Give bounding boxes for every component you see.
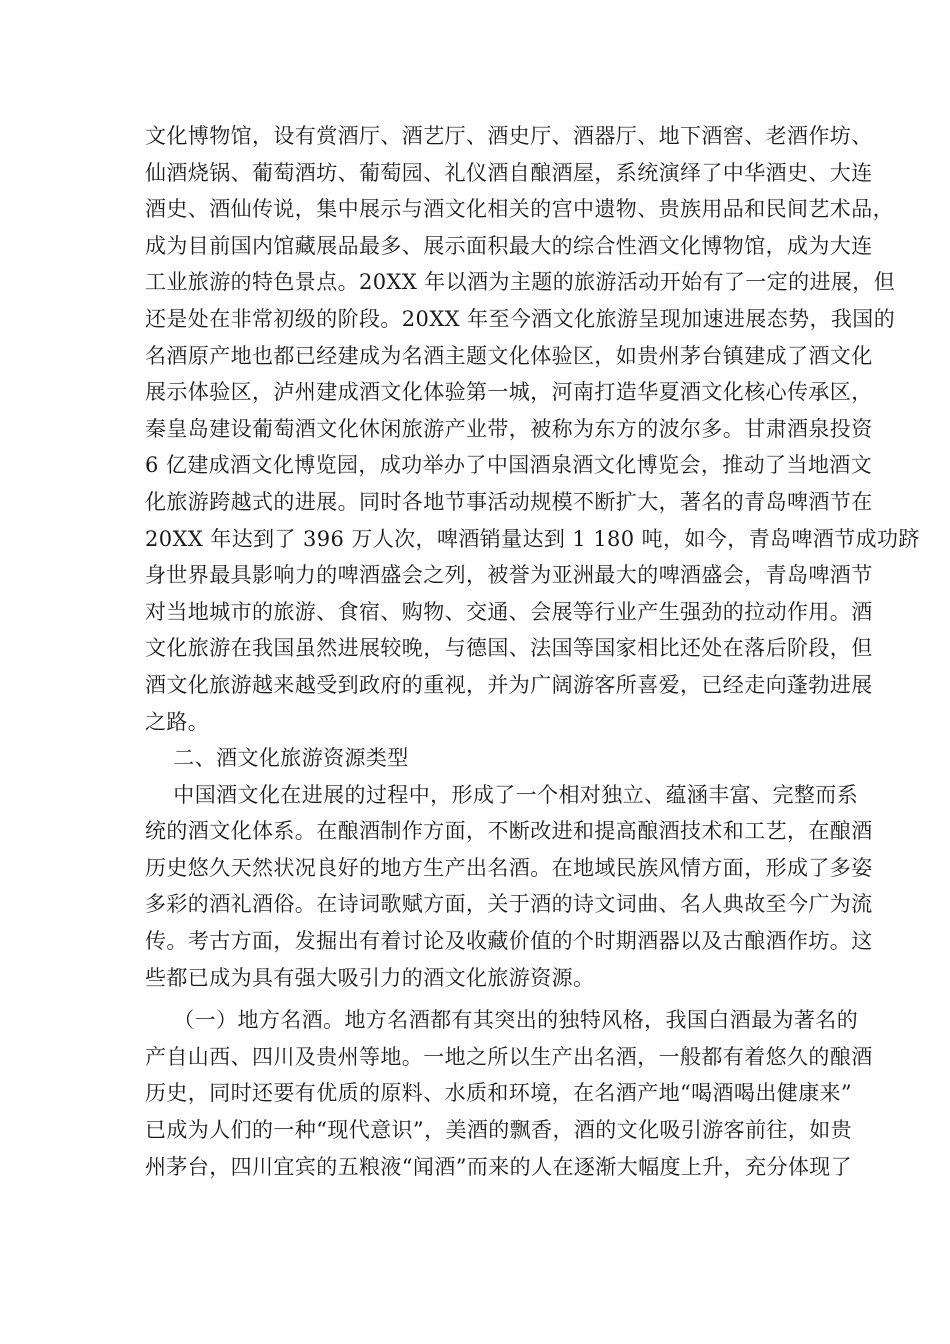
text-line: 多彩的酒礼酒俗。在诗词歌赋方面，关于酒的诗文词曲、名人典故至今广为流 [145, 892, 873, 917]
text-line: 已成为人们的一种“现代意识”，美酒的飘香，酒的文化吸引游客前往，如贵 [145, 1118, 853, 1143]
text-line: 文化博物馆，设有赏酒厅、酒艺厅、酒史厅、酒器厅、地下酒窖、老酒作坊、 [145, 124, 873, 148]
text-line: 文化旅游在我国虽然进展较晚，与德国、法国等国家相比还处在落后阶段，但 [145, 636, 873, 661]
text-line: 传。考古方面，发掘出有着讨论及收藏价值的个时期酒器以及古酿酒作坊。这 [145, 929, 873, 954]
paragraph-local-famous-wine [145, 1002, 873, 1185]
text-line: 产自山西、四川及贵州等地。一地之所以生产出名酒，一般都有着悠久的酿酒 [145, 1044, 873, 1069]
text-line: 展示体验区，泸州建成酒文化体验第一城，河南打造华夏酒文化核心传承区， [145, 380, 873, 405]
text-line: 成为目前国内馆藏展品最多、展示面积最大的综合性酒文化博物馆，成为大连 [145, 233, 873, 258]
text-line: 名酒原产地也都已经建成为名酒主题文化体验区，如贵州茅台镇建成了酒文化 [145, 343, 873, 368]
text-line: 化旅游跨越式的进展。同时各地节事活动规模不断扩大，著名的青岛啤酒节在 [145, 489, 873, 514]
text-line: 些都已成为具有强大吸引力的酒文化旅游资源。 [145, 965, 595, 990]
paragraph-wine-culture-system [145, 777, 873, 997]
document-body [145, 118, 920, 1185]
text-line: 之路。 [145, 709, 210, 734]
text-line: 秦皇岛建设葡萄酒文化休闲旅游产业带，被称为东方的波尔多。甘肃酒泉投资 [145, 416, 873, 441]
section-heading: 二、酒文化旅游资源类型 [145, 746, 409, 771]
text-line: 对当地城市的旅游、食宿、购物、交通、会展等行业产生强劲的拉动作用。酒 [145, 599, 873, 624]
text-line: 历史悠久天然状况良好的地方生产出名酒。在地域民族风情方面，形成了多姿 [145, 855, 873, 880]
text-line: 历史，同时还要有优质的原料、水质和环境，在名酒产地“喝酒喝出健康来” [145, 1081, 853, 1106]
text-line: （一）地方名酒。地方名酒都有其突出的独特风格，我国白酒最为著名的 [145, 1008, 859, 1033]
text-line: 6 亿建成酒文化博览园，成功举办了中国酒泉酒文化博览会，推动了当地酒文 [145, 453, 873, 478]
text-line: 州茅台，四川宜宾的五粮液“闻酒”而来的人在逐渐大幅度上升，充分体现了 [145, 1154, 853, 1179]
text-line: 中国酒文化在进展的过程中，形成了一个相对独立、蕴涵丰富、完整而系 [145, 782, 859, 807]
text-line: 酒文化旅游越来越受到政府的重视，并为广阔游客所喜爱，已经走向蓬勃进展 [145, 672, 873, 697]
text-line: 酒史、酒仙传说，集中展示与酒文化相关的宫中遗物、贵族用品和民间艺术品， [145, 197, 894, 222]
text-line: 统的酒文化体系。在酿酒制作方面，不断改进和提高酿酒技术和工艺，在酿酒 [145, 819, 873, 844]
text-line: 仙酒烧锅、葡萄酒坊、葡萄园、礼仪酒自酿酒屋，系统演绎了中华酒史、大连 [145, 160, 873, 185]
paragraph-wine-museum-history [145, 118, 920, 740]
text-line: 工业旅游的特色景点。20XX 年以酒为主题的旅游活动开始有了一定的进展，但 [145, 270, 896, 295]
text-line: 还是处在非常初级的阶段。20XX 年至今酒文化旅游呈现加速进展态势，我国的 [145, 306, 896, 331]
text-line: 20XX 年达到了 396 万人次，啤酒销量达到 1 180 吨，如今，青岛啤酒节成功跻 [145, 526, 920, 551]
text-line: 身世界最具影响力的啤酒盛会之列，被誉为亚洲最大的啤酒盛会，青岛啤酒节 [145, 563, 873, 588]
